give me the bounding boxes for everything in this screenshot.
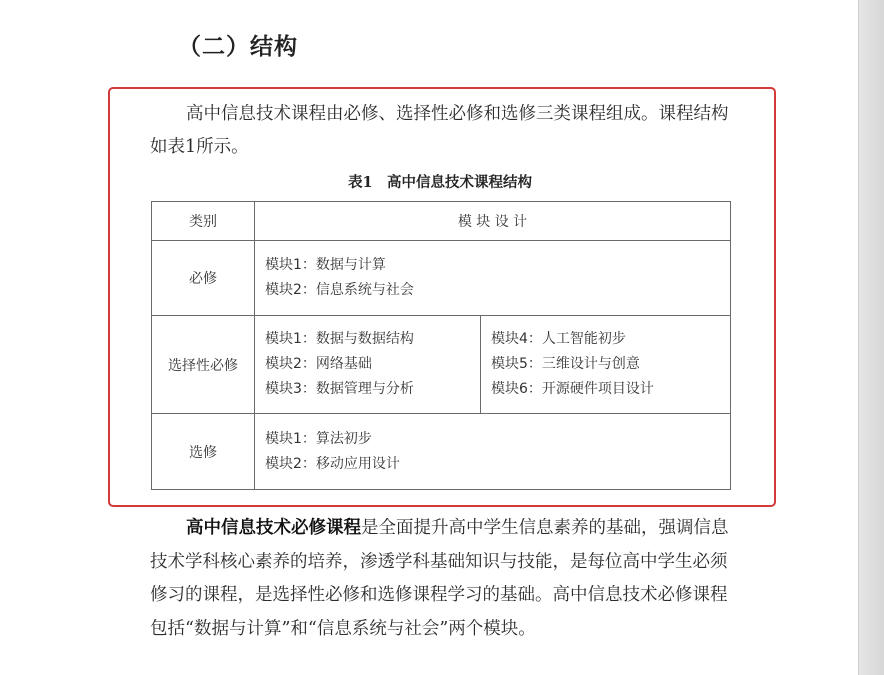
modules-elective [255,414,731,490]
intro-paragraph: 高中信息技术课程由必修、选择性必修和选修三类课程组成。课程结构如表1所示。 [150,104,729,157]
module-item: 模块6：开源硬件项目设计 [491,381,654,397]
table-row-elective-required [152,316,731,414]
modules-required [255,241,731,316]
modules-elective-required-right [481,316,731,414]
page-edge [858,0,884,675]
module-item: 模块2：信息系统与社会 [265,282,414,298]
module-item: 模块2：网络基础 [265,356,372,372]
body-paragraph [150,512,740,646]
body-rest: 是全面提升高中学生信息素养的基础，强调信息技术学科核心素养的培养，渗透学科基础知识与技能，是每位高中学生必须修习的课程，是选择性必修和选修课程学习的基础。高中信息技术必修课程包括“数据与计算”和“信息系统与社会”两个模块。 [150,518,729,639]
module-item: 模块5：三维设计与创意 [491,356,640,372]
module-item: 模块1：数据与数据结构 [265,331,414,347]
category-required: 必修 [152,241,255,316]
course-structure-table [151,201,731,490]
bold-lead: 高中信息技术必修课程 [186,518,361,538]
header-category: 类别 [152,202,255,241]
category-elective-required: 选择性必修 [152,316,255,414]
table-row-elective [152,414,731,490]
module-item: 模块4：人工智能初步 [491,331,626,347]
module-item: 模块1：数据与计算 [265,257,386,273]
header-modules: 模 块 设 计 [255,202,731,241]
modules-elective-required-left [255,316,481,414]
table-header-row [152,202,731,241]
module-item: 模块3：数据管理与分析 [265,381,414,397]
module-item: 模块1：算法初步 [265,430,372,447]
table-row-required [152,241,731,316]
category-elective: 选修 [152,414,255,490]
section-heading: （二）结构 [178,34,298,60]
module-item: 模块2：移动应用设计 [265,455,400,472]
table-caption: 表1 高中信息技术课程结构 [347,174,533,191]
